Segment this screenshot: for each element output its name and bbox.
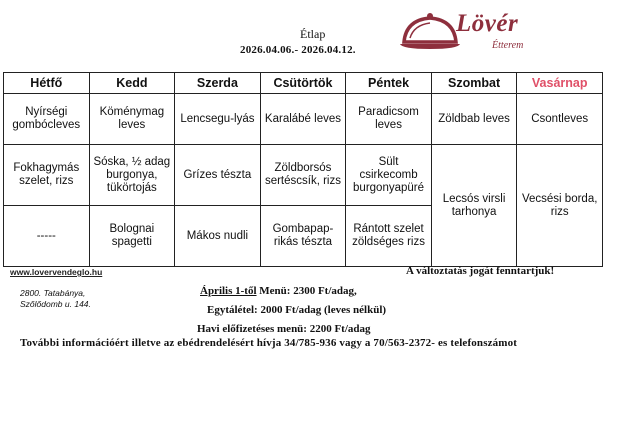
- menu-cell: Grízes tészta: [175, 145, 261, 206]
- menu-cell: -----: [4, 206, 90, 267]
- day-header-saturday: Szombat: [431, 73, 517, 94]
- day-header-row: [4, 73, 603, 94]
- address-line-1: 2800. Tatabánya,: [20, 288, 86, 298]
- contact-info: További információért illetve az ebédrendelésért hívja 34/785-936 vagy a 70/563-2372- es telefonszámot: [20, 337, 518, 349]
- menu-cell-saturday-main: Lecsós virsli tarhonya: [431, 145, 517, 267]
- menu-cell: Zöldbab leves: [431, 94, 517, 145]
- weekly-menu-table: [3, 72, 603, 267]
- menu-cell: Lencsegu-lyás: [175, 94, 261, 145]
- menu-cell: Köménymag leves: [89, 94, 175, 145]
- menu-cell: Csontleves: [517, 94, 603, 145]
- menu-cell-sunday-main: Vecsési borda, rizs: [517, 145, 603, 267]
- menu-cell: Gombapap-rikás tészta: [260, 206, 346, 267]
- menu-cell: Zöldborsós sertéscsík, rizs: [260, 145, 346, 206]
- menu-cell: Mákos nudli: [175, 206, 261, 267]
- menu-cell: Sóska, ½ adag burgonya, tükörtojás: [89, 145, 175, 206]
- menu-cell: Sült csirkecomb burgonyapüré: [346, 145, 432, 206]
- day-header-friday: Péntek: [346, 73, 432, 94]
- logo-brand-name: Lövér: [456, 10, 519, 37]
- single-course-price: Egytálétel: 2000 Ft/adag (leves nélkül): [207, 304, 387, 316]
- menu-cell: Rántott szelet zöldséges rizs: [346, 206, 432, 267]
- table-row: [4, 94, 603, 145]
- day-header-tuesday: Kedd: [89, 73, 175, 94]
- table-row: [4, 145, 603, 206]
- menu-cell: Nyírségi gombócleves: [4, 94, 90, 145]
- website-link[interactable]: www.lovervendeglo.hu: [10, 267, 103, 277]
- day-header-wednesday: Szerda: [175, 73, 261, 94]
- menu-start-date: Április 1-től: [200, 285, 257, 297]
- menu-cell: Karalábé leves: [260, 94, 346, 145]
- logo-subtitle: Étterem: [492, 40, 524, 51]
- menu-title: Étlap: [300, 27, 326, 41]
- cloche-icon: [398, 8, 462, 58]
- menu-price: Menü: 2300 Ft/adag,: [259, 285, 357, 297]
- menu-price-line: [200, 285, 357, 297]
- day-header-sunday: Vasárnap: [517, 73, 603, 94]
- menu-date-range: 2026.04.06.- 2026.04.12.: [240, 44, 356, 56]
- menu-cell: Paradicsom leves: [346, 94, 432, 145]
- day-header-thursday: Csütörtök: [260, 73, 346, 94]
- address-line-2: Szőlődomb u. 144.: [20, 299, 91, 309]
- menu-cell: Fokhagymás szelet, rizs: [4, 145, 90, 206]
- menu-cell: Bolognai spagetti: [89, 206, 175, 267]
- change-notice: A változtatás jogát fenntartjuk!: [406, 265, 555, 277]
- subscription-price: Havi előfizetéses menü: 2200 Ft/adag: [197, 323, 371, 335]
- day-header-monday: Hétfő: [4, 73, 90, 94]
- restaurant-logo: [398, 8, 538, 60]
